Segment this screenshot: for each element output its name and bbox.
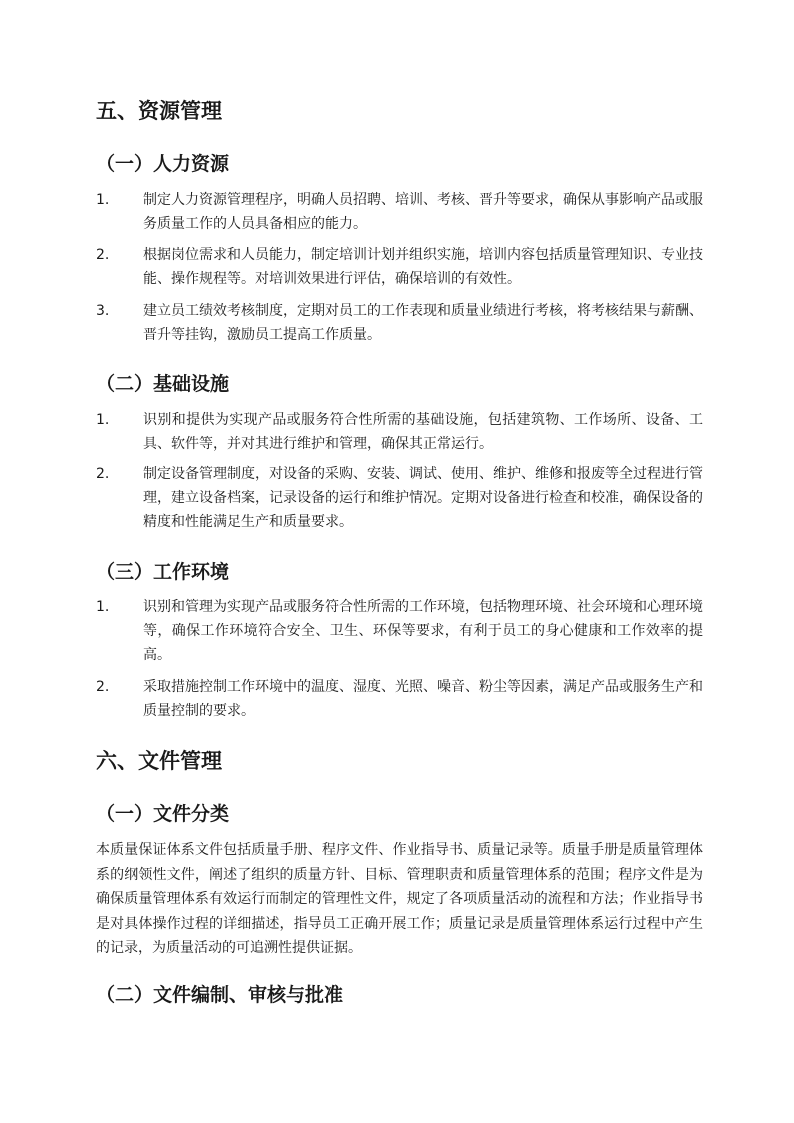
list-item-text: 识别和管理为实现产品或服务符合性所需的工作环境，包括物理环境、社会环境和心理环境等，确保工作环境符合安全、卫生、环保等要求，有利于员工的身心健康和工作效率的提高。 bbox=[143, 599, 703, 663]
list-item-number: 2. bbox=[96, 466, 110, 482]
list-item-number: 1. bbox=[96, 599, 110, 615]
body-paragraph: 本质量保证体系文件包括质量手册、程序文件、作业指导书、质量记录等。质量手册是质量管理体系的纲领性文件，阐述了组织的质量方针、目标、管理职责和质量管理体系的范围；程序文件是为确保质量管理体系有效运行而制定的管理性文件，规定了各项质量活动的流程和方法；作业指导书是对具体操作过程的详细描述，指导员工正确开展工作；质量记录是质量管理体系运行过程中产生的记录，为质量活动的可追溯性提供证据。 bbox=[96, 842, 703, 956]
list-item bbox=[96, 188, 706, 236]
list-item-text: 制定人力资源管理程序，明确人员招聘、培训、考核、晋升等要求，确保从事影响产品或服务质量工作的人员具备相应的能力。 bbox=[143, 192, 703, 232]
list-item bbox=[96, 595, 706, 667]
subsection-heading: （三）工作环境 bbox=[96, 561, 230, 583]
list-item-text: 建立员工绩效考核制度，定期对员工的工作表现和质量业绩进行考核，将考核结果与薪酬、晋升等挂钩，激励员工提高工作质量。 bbox=[143, 303, 703, 343]
list-item-number: 2. bbox=[96, 247, 110, 263]
subsection-heading: （一）人力资源 bbox=[96, 153, 230, 175]
list-item-text: 根据岗位需求和人员能力，制定培训计划并组织实施，培训内容包括质量管理知识、专业技能、操作规程等。对培训效果进行评估，确保培训的有效性。 bbox=[143, 247, 703, 287]
section-heading: 五、资源管理 bbox=[96, 99, 222, 123]
list-item bbox=[96, 243, 706, 291]
list-item bbox=[96, 675, 706, 723]
subsection-heading: （二）文件编制、审核与批准 bbox=[96, 984, 344, 1006]
list-item bbox=[96, 408, 706, 456]
subsection-heading: （一）文件分类 bbox=[96, 803, 230, 825]
list-item-number: 1. bbox=[96, 192, 110, 208]
list-item bbox=[96, 462, 706, 534]
list-item bbox=[96, 299, 706, 347]
subsection-heading: （二）基础设施 bbox=[96, 373, 230, 395]
section-heading: 六、文件管理 bbox=[96, 749, 222, 773]
list-item-number: 3. bbox=[96, 303, 110, 319]
list-item-text: 识别和提供为实现产品或服务符合性所需的基础设施，包括建筑物、工作场所、设备、工具、软件等，并对其进行维护和管理，确保其正常运行。 bbox=[143, 412, 703, 452]
list-item-number: 1. bbox=[96, 412, 110, 428]
list-item-text: 采取措施控制工作环境中的温度、湿度、光照、噪音、粉尘等因素，满足产品或服务生产和质量控制的要求。 bbox=[143, 679, 703, 719]
list-item-text: 制定设备管理制度，对设备的采购、安装、调试、使用、维护、维修和报废等全过程进行管理，建立设备档案，记录设备的运行和维护情况。定期对设备进行检查和校准，确保设备的精度和性能满足生产和质量要求。 bbox=[143, 466, 703, 530]
list-item-number: 2. bbox=[96, 679, 110, 695]
